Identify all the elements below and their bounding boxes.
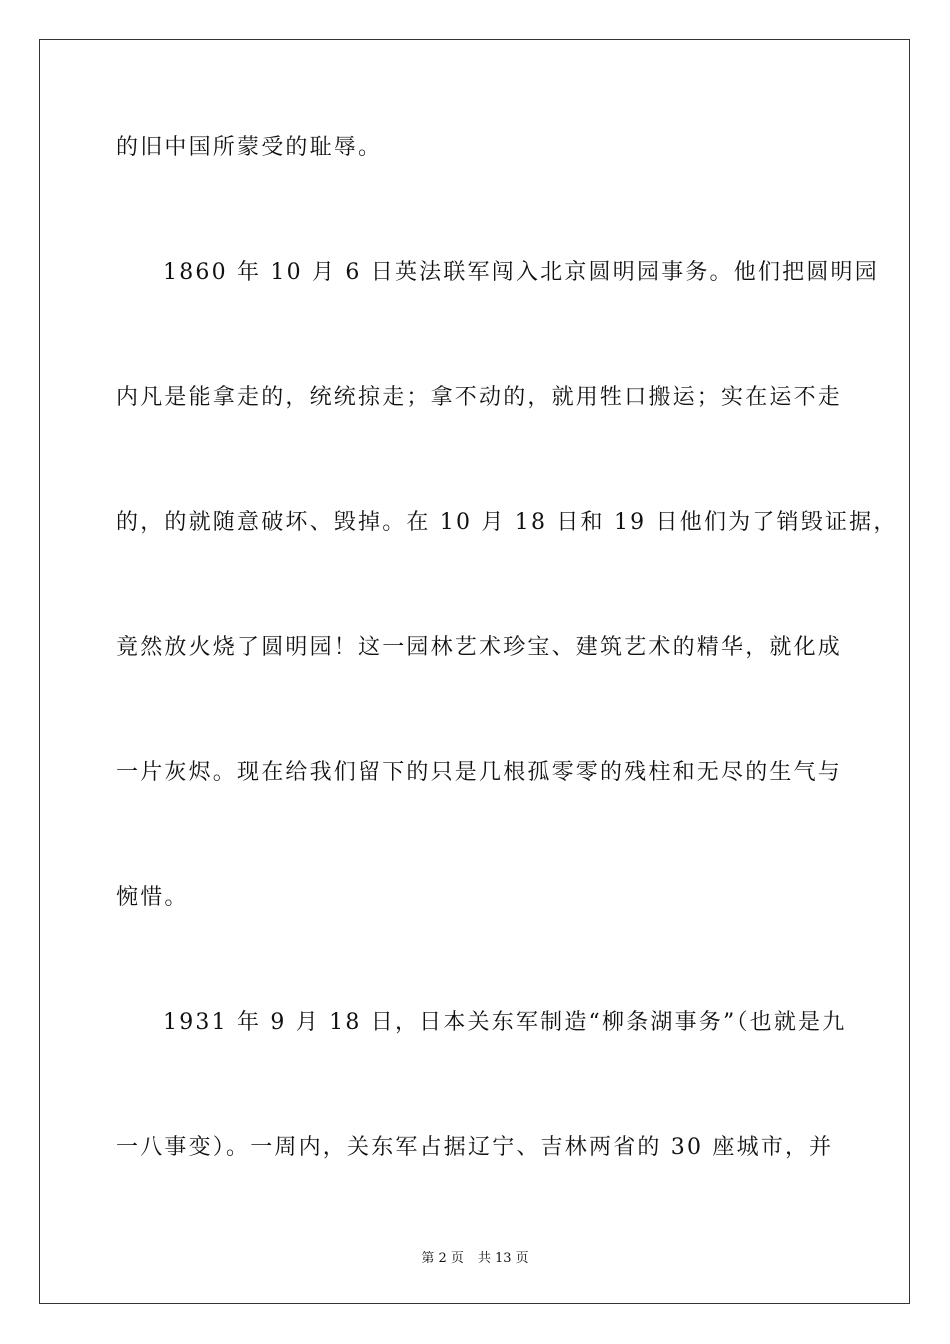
text-line-5: 竟然放火烧了圆明园！这一园林艺术珍宝、建筑艺术的精华，就化成 xyxy=(116,635,843,660)
page-total: 共 13 页 xyxy=(477,1251,529,1266)
text-line-9: 一八事变）。一周内，关东军占据辽宁、吉林两省的 30 座城市，并 xyxy=(116,1135,834,1160)
text-line-6: 一片灰烬。现在给我们留下的只是几根孤零零的残柱和无尽的生气与 xyxy=(116,760,843,785)
text-line-2: 1860 年 10 月 6 日英法联军闯入北京圆明园事务。他们把圆明园 xyxy=(163,260,879,285)
text-line-4: 的，的就随意破坏、毁掉。在 10 月 18 日和 19 日他们为了销毁证据， xyxy=(116,510,898,535)
page-number: 第 2 页 xyxy=(421,1251,464,1266)
text-line-8: 1931 年 9 月 18 日，日本关东军制造“柳条湖事务”（也就是九 xyxy=(163,1010,847,1035)
page-border xyxy=(39,39,910,1304)
text-line-1: 的旧中国所蒙受的耻辱。 xyxy=(116,135,383,160)
page-footer xyxy=(0,1247,950,1266)
text-line-3: 内凡是能拿走的，统统掠走；拿不动的，就用牲口搬运；实在运不走 xyxy=(116,385,843,410)
text-line-7: 惋惜。 xyxy=(116,885,189,910)
